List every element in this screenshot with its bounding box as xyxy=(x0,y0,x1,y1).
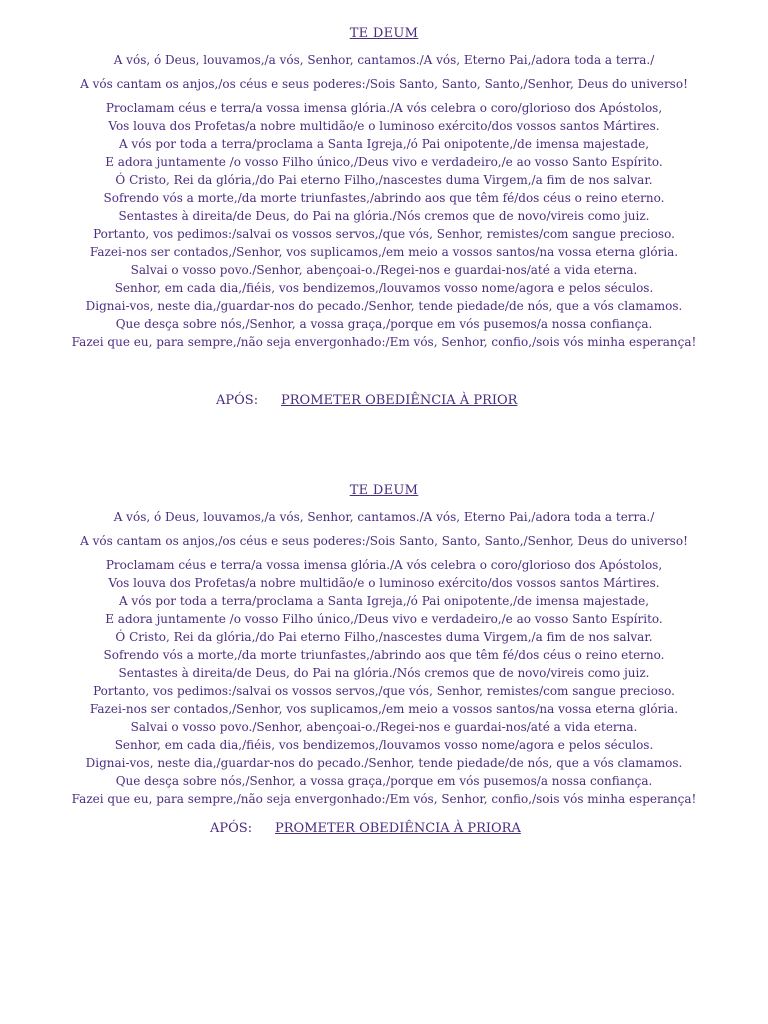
hymn-line: Salvai o vosso povo./Senhor, abençoai-o./Regei-nos e guardai-nos/até a vida eterna. xyxy=(130,720,638,734)
hymn-block-1 xyxy=(0,26,768,351)
hymn-line: Senhor, em cada dia,/fiéis, vos bendizemos,/louvamos vosso nome/agora e pelos séculos. xyxy=(114,281,654,295)
hymn-line: Portanto, vos pedimos:/salvai os vossos servos,/que vós, Senhor, remistes/com sangue precioso. xyxy=(93,227,675,241)
after-target: PROMETER OBEDIÊNCIA À PRIORA xyxy=(275,821,521,836)
hymn-title: TE DEUM xyxy=(349,26,419,41)
hymn-line: Ó Cristo, Rei da glória,/do Pai eterno Filho,/nascestes duma Virgem,/a fim de nos salvar. xyxy=(115,630,653,644)
hymn-line: E adora juntamente /o vosso Filho único,/Deus vivo e verdadeiro,/e ao vosso Santo Espírito. xyxy=(105,612,663,626)
hymn-line: Que desça sobre nós,/Senhor, a vossa graça,/porque em vós pusemos/a nossa confiança. xyxy=(115,317,653,331)
hymn-line: A vós, ó Deus, louvamos,/a vós, Senhor, cantamos./A vós, Eterno Pai,/adora toda a terra./ xyxy=(113,510,655,524)
hymn-line: A vós cantam os anjos,/os céus e seus poderes:/Sois Santo, Santo, Santo,/Senhor, Deus do universo! xyxy=(80,534,688,548)
hymn-line: A vós por toda a terra/proclama a Santa Igreja,/ó Pai onipotente,/de imensa majestade, xyxy=(118,137,650,151)
hymn-line: Dignai-vos, neste dia,/guardar-nos do pecado./Senhor, tende piedade/de nós, que a vós clamamos. xyxy=(85,756,683,770)
hymn-line: Sentastes à direita/de Deus, do Pai na glória./Nós cremos que de novo/vireis como juiz. xyxy=(118,666,650,680)
hymn-title: TE DEUM xyxy=(349,483,419,498)
after-target: PROMETER OBEDIÊNCIA À PRIOR xyxy=(281,393,518,408)
hymn-line: Proclamam céus e terra/a vossa imensa glória./A vós celebra o coro/glorioso dos Apóstolos, xyxy=(105,101,663,115)
after-instruction-2 xyxy=(210,821,560,837)
hymn-line: Fazei que eu, para sempre,/não seja envergonhado:/Em vós, Senhor, confio,/sois vós minha esperança! xyxy=(71,792,697,806)
hymn-line: E adora juntamente /o vosso Filho único,/Deus vivo e verdadeiro,/e ao vosso Santo Espírito. xyxy=(105,155,663,169)
hymn-line: Fazei-nos ser contados,/Senhor, vos suplicamos,/em meio a vossos santos/na vossa eterna glória. xyxy=(89,245,679,259)
after-instruction-1 xyxy=(216,393,556,409)
after-label: APÓS: xyxy=(216,393,259,408)
hymn-line: Sofrendo vós a morte,/da morte triunfastes,/abrindo aos que têm fé/dos céus o reino eterno. xyxy=(103,191,665,205)
hymn-line: A vós, ó Deus, louvamos,/a vós, Senhor, cantamos./A vós, Eterno Pai,/adora toda a terra./ xyxy=(113,53,655,67)
hymn-line: Vos louva dos Profetas/a nobre multidão/e o luminoso exército/dos vossos santos Mártires. xyxy=(108,576,660,590)
hymn-line: Senhor, em cada dia,/fiéis, vos bendizemos,/louvamos vosso nome/agora e pelos séculos. xyxy=(114,738,654,752)
after-label: APÓS: xyxy=(210,821,253,836)
hymn-line: Salvai o vosso povo./Senhor, abençoai-o./Regei-nos e guardai-nos/até a vida eterna. xyxy=(130,263,638,277)
hymn-line: Fazei que eu, para sempre,/não seja envergonhado:/Em vós, Senhor, confio,/sois vós minha esperança! xyxy=(71,335,697,349)
hymn-line: Ó Cristo, Rei da glória,/do Pai eterno Filho,/nascestes duma Virgem,/a fim de nos salvar. xyxy=(115,173,653,187)
hymn-line: A vós cantam os anjos,/os céus e seus poderes:/Sois Santo, Santo, Santo,/Senhor, Deus do universo! xyxy=(80,77,688,91)
hymn-line: Sentastes à direita/de Deus, do Pai na glória./Nós cremos que de novo/vireis como juiz. xyxy=(118,209,650,223)
hymn-line: Proclamam céus e terra/a vossa imensa glória./A vós celebra o coro/glorioso dos Apóstolos, xyxy=(105,558,663,572)
hymn-line: Portanto, vos pedimos:/salvai os vossos servos,/que vós, Senhor, remistes/com sangue precioso. xyxy=(93,684,675,698)
hymn-line: Dignai-vos, neste dia,/guardar-nos do pecado./Senhor, tende piedade/de nós, que a vós clamamos. xyxy=(85,299,683,313)
hymn-line: Que desça sobre nós,/Senhor, a vossa graça,/porque em vós pusemos/a nossa confiança. xyxy=(115,774,653,788)
hymn-line: Fazei-nos ser contados,/Senhor, vos suplicamos,/em meio a vossos santos/na vossa eterna glória. xyxy=(89,702,679,716)
hymn-line: A vós por toda a terra/proclama a Santa Igreja,/ó Pai onipotente,/de imensa majestade, xyxy=(118,594,650,608)
hymn-line: Vos louva dos Profetas/a nobre multidão/e o luminoso exército/dos vossos santos Mártires. xyxy=(108,119,660,133)
hymn-block-2 xyxy=(0,483,768,808)
hymn-line: Sofrendo vós a morte,/da morte triunfastes,/abrindo aos que têm fé/dos céus o reino eterno. xyxy=(103,648,665,662)
